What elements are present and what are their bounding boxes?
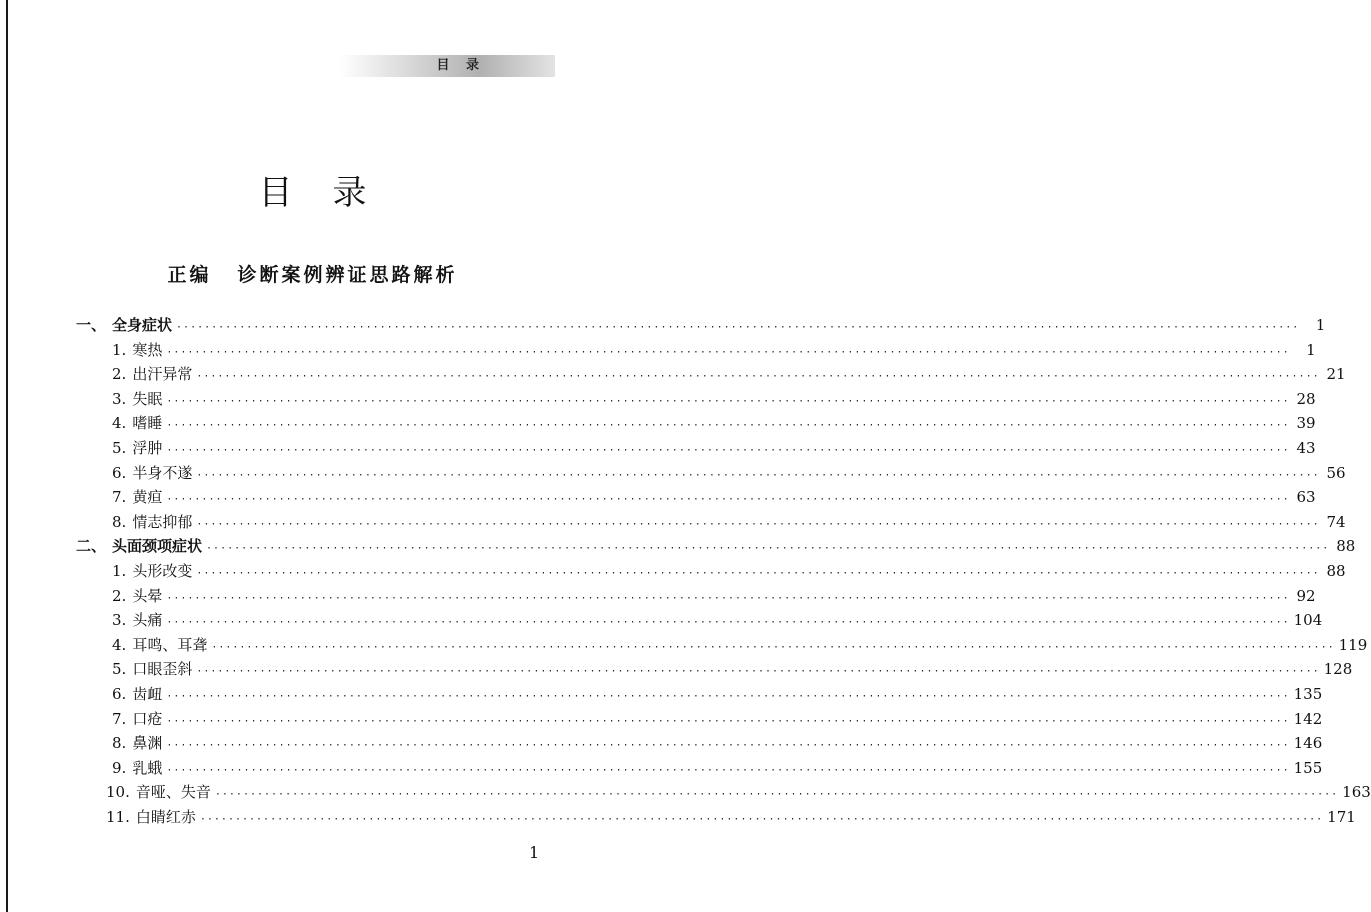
dot-leader: ································································································································································: [166, 690, 1290, 702]
toc-entry-page: 63: [1296, 488, 1316, 507]
toc-entry-page: 155: [1293, 758, 1323, 777]
toc-entry-title: 头形改变: [132, 561, 193, 580]
toc-entry-number: 4.: [112, 414, 127, 433]
toc-entry-page: 1: [1315, 316, 1326, 334]
toc-entry-title: 全身症状: [112, 316, 173, 334]
toc-entry-page: 21: [1326, 365, 1346, 384]
part-label: 正编: [167, 264, 212, 286]
toc-entry-title: 半身不遂: [132, 463, 193, 482]
dot-leader: ································································································································································: [196, 666, 1320, 678]
toc-entry-title: 头晕: [132, 586, 163, 605]
toc-entry-page: 1: [1306, 340, 1316, 359]
toc-entry-page: 43: [1296, 438, 1316, 457]
toc-item-row[interactable]: [76, 411, 1316, 436]
toc-item-row[interactable]: [76, 584, 1316, 609]
toc-entry-number: 8.: [112, 512, 127, 531]
toc-item-row[interactable]: [76, 510, 1346, 535]
toc-entry-title: 黄疸: [132, 488, 163, 507]
toc-entry-page: 56: [1326, 463, 1346, 482]
toc-entry-page: 128: [1323, 660, 1353, 679]
toc-entry-number: 10.: [106, 783, 130, 802]
toc-entry-number: 5.: [112, 660, 127, 679]
toc-entry-number: 二、: [76, 537, 107, 556]
toc-section-row[interactable]: [76, 534, 1356, 559]
dot-leader: ································································································································································: [166, 617, 1290, 629]
toc-entry-title: 头痛: [132, 611, 163, 630]
toc-entry-page: 92: [1296, 586, 1316, 605]
toc-section-row[interactable]: [76, 313, 1326, 338]
dot-leader: ································································································································································: [196, 567, 1320, 579]
toc-entry-number: 6.: [112, 463, 127, 482]
toc-entry-number: 8.: [112, 734, 127, 753]
toc-item-row[interactable]: [76, 633, 1368, 658]
toc-item-row[interactable]: [76, 707, 1323, 732]
toc-item-row[interactable]: [76, 485, 1316, 510]
dot-leader: ································································································································································: [196, 469, 1320, 481]
toc-entry-title: 嗜睡: [132, 414, 163, 433]
toc-entry-page: 163: [1342, 783, 1371, 802]
toc-entry-title: 情志抑郁: [132, 512, 193, 531]
toc-entry-number: 3.: [112, 611, 127, 630]
toc-entry-number: 3.: [112, 389, 127, 408]
toc-entry-number: 4.: [112, 635, 127, 654]
toc-item-row[interactable]: [76, 780, 1371, 805]
dot-leader: ································································································································································: [211, 641, 1335, 653]
page-left-edge-rule: [6, 0, 8, 912]
dot-leader: ································································································································································: [166, 420, 1290, 432]
toc-item-row[interactable]: [76, 608, 1323, 633]
toc-entry-title: 浮肿: [132, 438, 163, 457]
toc-entry-title: 乳蛾: [132, 758, 163, 777]
dot-leader: ································································································································································: [166, 395, 1290, 407]
toc-entry-page: 135: [1293, 684, 1323, 703]
running-header: 目 录: [340, 55, 555, 77]
toc-entry-number: 2.: [112, 586, 127, 605]
dot-leader: ································································································································································: [166, 494, 1290, 506]
toc-entry-number: 11.: [106, 807, 130, 826]
part-subtitle: [0, 260, 625, 287]
toc-entry-title: 口眼歪斜: [132, 660, 193, 679]
toc-item-row[interactable]: [76, 682, 1323, 707]
toc-entry-title: 鼻渊: [132, 734, 163, 753]
dot-leader: ································································································································································: [166, 592, 1290, 604]
toc-entry-page: 88: [1336, 537, 1356, 556]
toc-item-row[interactable]: [76, 731, 1323, 756]
toc-entry-title: 齿衄: [132, 684, 163, 703]
toc-item-row[interactable]: [76, 436, 1316, 461]
toc-item-row[interactable]: [76, 657, 1353, 682]
table-of-contents: [76, 313, 1371, 829]
toc-item-row[interactable]: [76, 461, 1346, 486]
toc-item-row[interactable]: [76, 756, 1323, 781]
dot-leader: ································································································································································: [166, 764, 1290, 776]
dot-leader: ································································································································································: [166, 740, 1290, 752]
page-number: 1: [529, 843, 540, 862]
toc-entry-number: 5.: [112, 438, 127, 457]
toc-entry-page: 146: [1293, 734, 1323, 753]
dot-leader: ································································································································································: [206, 543, 1330, 555]
toc-item-row[interactable]: [76, 387, 1316, 412]
toc-entry-page: 104: [1293, 611, 1323, 630]
toc-entry-title: 音哑、失音: [135, 783, 211, 802]
toc-entry-page: 119: [1338, 635, 1368, 654]
toc-item-row[interactable]: [76, 338, 1316, 363]
dot-leader: ································································································································································: [214, 789, 1339, 801]
toc-entry-title: 失眠: [132, 389, 163, 408]
dot-leader: ································································································································································: [176, 322, 1300, 333]
toc-entry-number: 9.: [112, 758, 127, 777]
toc-entry-number: 7.: [112, 709, 127, 728]
toc-entry-page: 39: [1296, 414, 1316, 433]
dot-leader: ································································································································································: [199, 813, 1324, 825]
part-name: 诊断案例辨证思路解析: [237, 264, 458, 286]
toc-entry-number: 6.: [112, 684, 127, 703]
page-title: 目录: [258, 172, 407, 213]
dot-leader: ································································································································································: [196, 371, 1320, 383]
toc-entry-number: 1.: [112, 561, 127, 580]
toc-item-row[interactable]: [76, 559, 1346, 584]
toc-item-row[interactable]: [76, 805, 1356, 830]
dot-leader: ································································································································································: [166, 444, 1290, 456]
toc-entry-number: 一、: [76, 316, 107, 334]
toc-entry-number: 1.: [112, 340, 127, 359]
toc-entry-title: 白睛红赤: [135, 807, 196, 826]
toc-entry-page: 142: [1293, 709, 1323, 728]
toc-entry-page: 74: [1326, 512, 1346, 531]
dot-leader: ································································································································································: [196, 518, 1320, 530]
toc-entry-title: 头面颈项症状: [112, 537, 203, 556]
toc-entry-title: 寒热: [132, 340, 163, 359]
toc-entry-title: 耳鸣、耳聋: [132, 635, 208, 654]
toc-entry-page: 88: [1326, 561, 1346, 580]
toc-entry-page: 28: [1296, 389, 1316, 408]
dot-leader: ································································································································································: [166, 715, 1290, 727]
toc-entry-title: 口疮: [132, 709, 163, 728]
toc-entry-number: 7.: [112, 488, 127, 507]
dot-leader: ································································································································································: [166, 346, 1290, 358]
toc-entry-number: 2.: [112, 365, 127, 384]
toc-entry-page: 171: [1327, 807, 1356, 826]
toc-item-row[interactable]: [76, 362, 1346, 387]
toc-entry-title: 出汗异常: [132, 365, 193, 384]
